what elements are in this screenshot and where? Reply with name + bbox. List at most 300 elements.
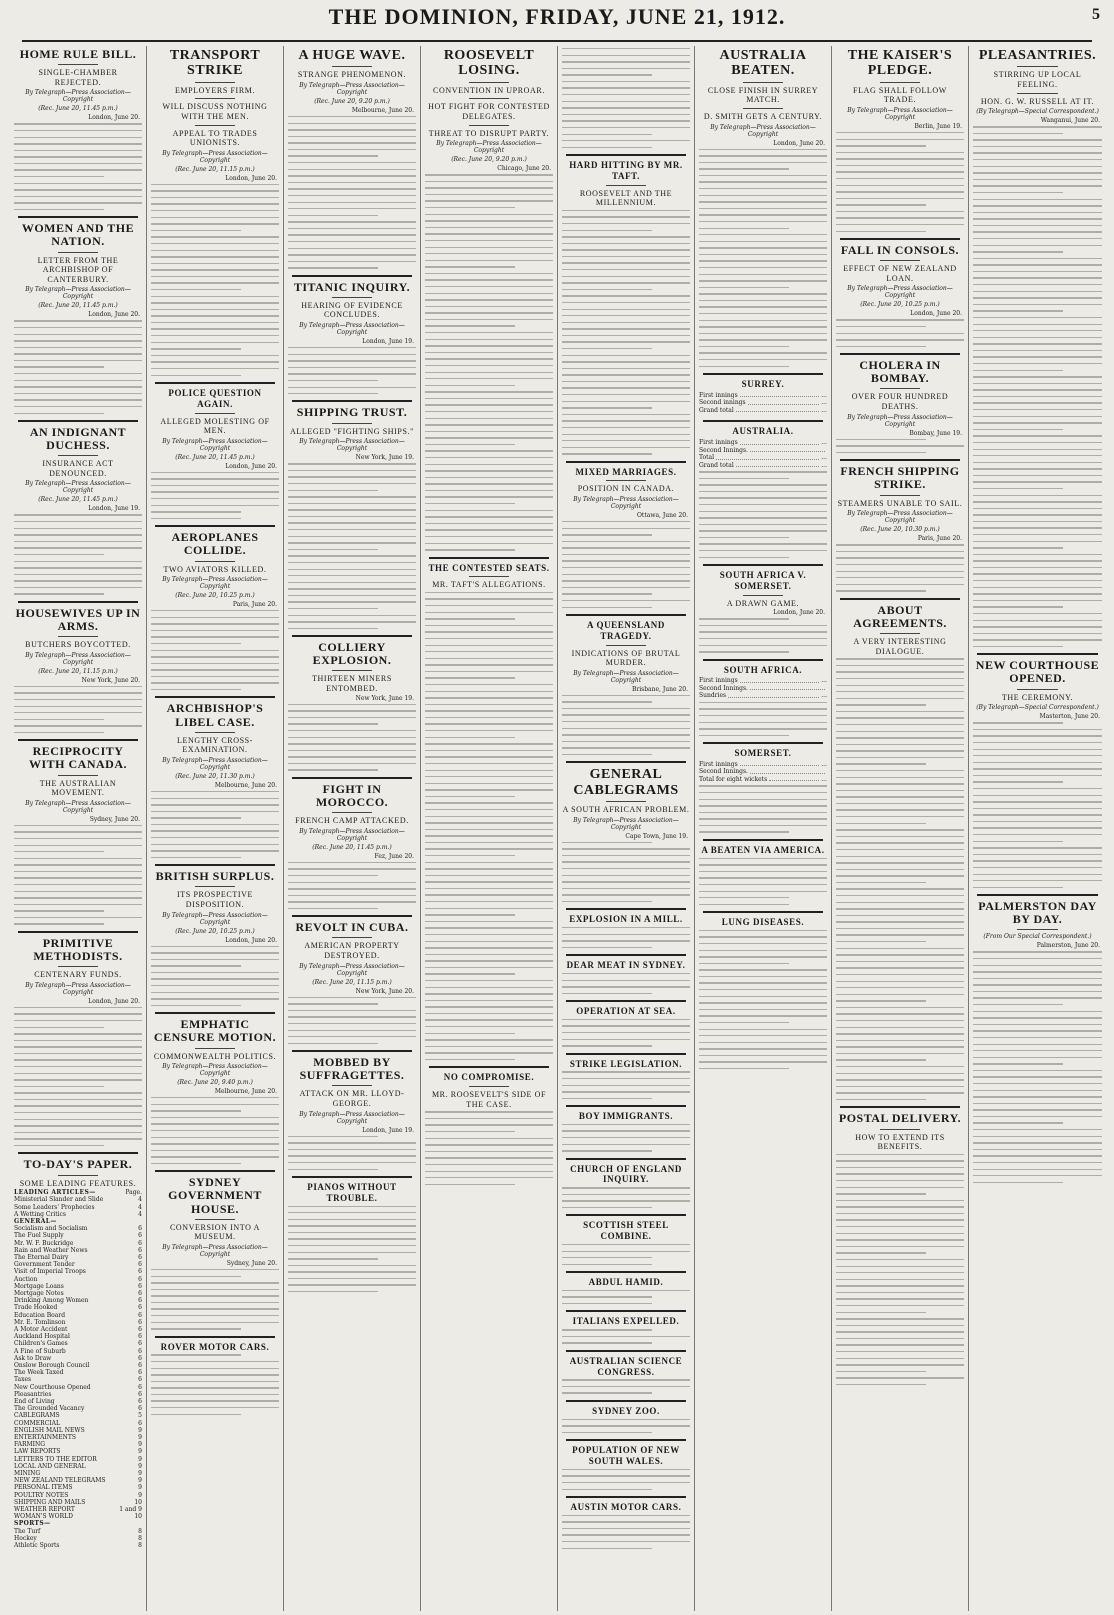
article-separator — [155, 696, 275, 698]
text-line — [562, 721, 690, 722]
article-headline: CHOLERA IN BOMBAY. — [859, 358, 941, 386]
text-line — [14, 897, 142, 898]
text-line — [288, 215, 378, 216]
article-separator — [155, 1170, 275, 1172]
text-line — [699, 497, 827, 498]
subheading-rule — [743, 108, 784, 109]
text-line — [973, 722, 1063, 723]
body-text-lines — [699, 618, 827, 652]
text-line — [562, 87, 690, 88]
text-line — [151, 992, 279, 993]
text-line — [973, 271, 1102, 272]
text-line — [425, 431, 553, 432]
text-line — [699, 936, 827, 937]
headline-rule — [332, 297, 373, 298]
text-line — [425, 345, 553, 346]
text-line — [151, 335, 279, 336]
index-entry-label: Education Board — [14, 1311, 66, 1319]
article-separator — [840, 459, 960, 461]
text-line — [288, 221, 416, 222]
text-line — [288, 756, 416, 757]
article-subheading: HARD HITTING BY MR. TAFT. — [569, 160, 683, 181]
article — [562, 1111, 690, 1152]
article — [562, 1316, 690, 1343]
article-dateline: London, June 19. — [88, 505, 140, 513]
text-line — [288, 129, 416, 130]
text-line — [836, 961, 964, 962]
article-received-time: (Rec. June 20, 11.45 p.m.) — [175, 453, 255, 461]
headline-rule — [606, 801, 647, 802]
page-number: 5 — [1092, 6, 1100, 23]
text-line — [699, 884, 827, 885]
text-line — [425, 908, 553, 909]
article-separator — [703, 839, 823, 841]
text-line — [973, 133, 1063, 134]
article-subheading: EMPLOYERS FIRM. — [174, 85, 256, 95]
text-line — [425, 691, 553, 692]
text-line — [562, 1336, 690, 1337]
index-entry-page: 8 — [138, 1542, 142, 1550]
text-line — [836, 319, 964, 320]
text-line — [699, 352, 827, 353]
text-line — [699, 234, 827, 235]
text-line — [562, 140, 690, 141]
index-entry-page: 9 — [138, 1455, 142, 1463]
index-entry-page: 6 — [138, 1289, 142, 1297]
text-line — [836, 882, 926, 883]
text-line — [14, 534, 142, 535]
score-label: Second innings — [699, 399, 746, 407]
body-text-lines — [562, 1071, 690, 1099]
text-line — [973, 887, 1063, 888]
text-line — [14, 699, 142, 700]
index-entry — [14, 1304, 142, 1311]
subheading-rule — [469, 125, 510, 126]
text-line — [973, 1182, 1063, 1183]
index-entry — [14, 1333, 142, 1340]
text-line — [836, 685, 964, 686]
article-headline: FALL IN CONSOLS. — [840, 243, 960, 258]
text-line — [836, 829, 964, 830]
text-line — [562, 934, 690, 935]
text-line — [425, 470, 553, 471]
text-line — [425, 651, 553, 652]
text-line — [151, 689, 241, 690]
text-line — [836, 809, 964, 810]
score-value: ... — [821, 760, 827, 768]
text-line — [288, 463, 416, 464]
body-text-lines — [836, 544, 964, 591]
body-text-lines — [151, 472, 279, 519]
text-line — [562, 440, 690, 441]
text-line — [562, 734, 690, 735]
article-credit: (By Telegraph—Special Correspondent.) — [976, 108, 1099, 116]
text-line — [973, 827, 1102, 828]
text-line — [836, 783, 964, 784]
index-entry-label: GENERAL— — [14, 1217, 57, 1225]
text-line — [562, 394, 690, 395]
text-line — [562, 1045, 652, 1046]
text-line — [562, 1296, 652, 1297]
text-line — [699, 799, 827, 800]
index-entry-page: 9 — [138, 1462, 142, 1470]
text-line — [562, 980, 690, 981]
text-line — [562, 1425, 690, 1426]
text-line — [151, 518, 241, 519]
subheading-rule — [743, 595, 784, 596]
index-entry-label: Ask to Draw — [14, 1354, 52, 1362]
index-entry — [14, 1470, 142, 1477]
text-line — [973, 199, 1102, 200]
text-line — [836, 671, 964, 672]
index-entry — [14, 1391, 142, 1398]
text-line — [699, 247, 827, 248]
text-line — [973, 1169, 1102, 1170]
text-line — [425, 704, 553, 705]
text-line — [14, 831, 142, 832]
score-label: First innings — [699, 439, 738, 447]
text-line — [836, 1007, 964, 1008]
text-line — [425, 319, 553, 320]
text-line — [151, 1381, 279, 1382]
score-label: Grand total — [699, 461, 734, 469]
text-line — [425, 187, 553, 188]
score-leader — [740, 439, 820, 445]
text-line — [288, 575, 416, 576]
body-text-lines — [973, 722, 1102, 888]
text-line — [425, 1138, 553, 1139]
text-line — [425, 233, 553, 234]
body-text-lines — [288, 116, 416, 269]
headline-rule — [195, 561, 236, 562]
text-line — [151, 837, 279, 838]
headline-rule — [58, 64, 99, 65]
text-line — [973, 633, 1102, 634]
article — [562, 914, 690, 948]
text-line — [288, 208, 416, 209]
text-line — [562, 114, 690, 115]
text-line — [973, 402, 1102, 403]
text-line — [425, 1033, 515, 1034]
text-line — [288, 562, 416, 563]
text-line — [562, 1207, 652, 1208]
index-entry-label: Children's Games — [14, 1340, 68, 1348]
text-line — [425, 723, 553, 724]
text-line — [836, 132, 964, 133]
text-line — [699, 293, 827, 294]
index-entry-page: 6 — [138, 1340, 142, 1348]
text-line — [288, 136, 416, 137]
index-entry — [14, 1456, 142, 1463]
text-line — [562, 302, 690, 303]
text-line — [973, 225, 1102, 226]
text-line — [288, 1016, 416, 1017]
text-line — [14, 137, 142, 138]
text-line — [562, 243, 690, 244]
text-line — [836, 842, 964, 843]
article-separator — [703, 564, 823, 566]
article-credit: By Telegraph—Press Association—Copyright — [299, 1110, 405, 1125]
text-line — [973, 626, 1102, 627]
index-entry — [14, 1420, 142, 1427]
index-entry-page: 6 — [138, 1369, 142, 1377]
article-dateline: New York, June 19. — [355, 454, 414, 462]
text-line — [14, 692, 142, 693]
text-line — [836, 1371, 926, 1372]
text-line — [151, 485, 279, 486]
text-line — [836, 211, 964, 212]
score-leader — [716, 454, 819, 460]
text-line — [425, 802, 553, 803]
article-subheading: STRANGE PHENOMENON. — [297, 70, 407, 80]
article-subheading: THE AUSTRALIAN MOVEMENT. — [39, 778, 117, 798]
text-line — [973, 324, 1102, 325]
text-line — [425, 490, 553, 491]
text-line — [425, 941, 553, 942]
body-text-lines — [836, 132, 964, 232]
body-text-lines — [288, 1136, 416, 1170]
index-entry — [14, 1369, 142, 1376]
article — [562, 1164, 690, 1209]
article — [288, 783, 416, 909]
text-line — [973, 534, 1102, 535]
article — [425, 563, 553, 1061]
text-line — [151, 857, 241, 858]
text-line — [151, 1387, 279, 1388]
text-line — [288, 1232, 416, 1233]
body-text-lines — [151, 791, 279, 858]
text-line — [14, 574, 142, 575]
index-entry-page: 9 — [138, 1434, 142, 1442]
article-dateline: London, June 20. — [225, 174, 277, 182]
text-line — [562, 587, 690, 588]
index-entry-page: 6 — [138, 1398, 142, 1406]
score-value: ... — [821, 677, 827, 685]
text-line — [836, 1384, 926, 1385]
text-line — [425, 529, 553, 530]
text-line — [14, 725, 142, 726]
article-separator — [18, 420, 138, 422]
article-credit: By Telegraph—Press Association—Copyright — [573, 496, 679, 511]
article-subheading: THE CONTESTED SEATS. — [428, 562, 550, 573]
article-subheading: FLAG SHALL FOLLOW TRADE. — [853, 85, 947, 105]
text-line — [836, 1154, 964, 1155]
article-credit: By Telegraph—Press Association—Copyright — [847, 413, 953, 428]
text-line — [562, 74, 652, 75]
text-line — [562, 127, 690, 128]
score-row — [699, 768, 827, 776]
news-column-5 — [558, 46, 695, 1611]
article — [14, 426, 142, 595]
text-line — [288, 1238, 416, 1239]
text-line — [151, 230, 241, 231]
text-line — [288, 542, 416, 543]
body-text-lines — [562, 695, 690, 756]
text-line — [288, 1265, 416, 1266]
text-line — [151, 844, 279, 845]
body-text-lines — [14, 686, 142, 733]
text-line — [425, 411, 553, 412]
text-line — [425, 960, 553, 961]
text-line — [699, 864, 827, 865]
article-dateline: New York, June 20. — [81, 676, 140, 684]
index-entry-page: 6 — [138, 1239, 142, 1247]
index-entry-label: WEATHER REPORT — [14, 1506, 75, 1514]
text-line — [973, 317, 1102, 318]
text-line — [562, 1257, 652, 1258]
text-line — [562, 567, 690, 568]
article — [699, 426, 827, 558]
text-line — [288, 503, 416, 504]
article-dateline: Masterton, June 20. — [1039, 713, 1100, 721]
text-line — [699, 1022, 789, 1023]
text-line — [973, 297, 1102, 298]
article-subheading: ROOSEVELT AND THE MILLENNIUM. — [579, 188, 673, 208]
article-separator — [429, 557, 549, 559]
text-line — [973, 205, 1102, 206]
text-line — [288, 354, 416, 355]
text-line — [151, 263, 279, 264]
text-line — [699, 618, 789, 619]
text-line — [14, 1073, 142, 1074]
text-line — [288, 367, 416, 368]
score-table — [699, 761, 827, 784]
text-line — [14, 169, 142, 170]
text-line — [562, 855, 690, 856]
text-line — [14, 386, 142, 387]
text-line — [562, 754, 652, 755]
text-line — [699, 1015, 827, 1016]
text-line — [562, 528, 690, 529]
text-line — [425, 181, 553, 182]
text-line — [836, 757, 964, 758]
article-headline: PLEASANTRIES. — [978, 48, 1097, 63]
text-line — [288, 615, 416, 616]
index-entry — [14, 1312, 142, 1319]
index-entry-page: 9 — [138, 1448, 142, 1456]
text-line — [836, 1167, 964, 1168]
text-line — [973, 1004, 1063, 1005]
article-subheading: THE CEREMONY. — [1001, 692, 1074, 702]
index-entry-label: MINING — [14, 1470, 41, 1478]
article-subheading: ALLEGED "FIGHTING SHIPS." — [290, 426, 414, 436]
article-received-time: (Rec. June 20, 11.15 p.m.) — [312, 978, 392, 986]
text-line — [562, 560, 690, 561]
article — [562, 1059, 690, 1100]
text-line — [562, 61, 690, 62]
text-line — [699, 504, 827, 505]
text-line — [151, 282, 279, 283]
score-value: ... — [821, 399, 827, 407]
text-line — [836, 1092, 964, 1093]
text-line — [151, 1282, 279, 1283]
article-subheading: LUNG DISEASES. — [721, 917, 805, 928]
text-line — [425, 1157, 553, 1158]
article-dateline: Brisbane, June 20. — [631, 685, 688, 693]
article — [562, 1277, 690, 1304]
index-entry-label: The Grounded Vacancy — [14, 1405, 85, 1413]
text-line — [288, 1284, 416, 1285]
text-line — [699, 1055, 827, 1056]
article-headline: AN INDIGNANT DUCHESS. — [29, 424, 127, 453]
text-line — [14, 719, 104, 720]
article-credit: By Telegraph—Press Association—Copyright — [847, 285, 953, 300]
headline-rule — [58, 636, 99, 637]
score-row — [699, 462, 827, 470]
text-line — [425, 266, 515, 267]
article-subheading: SOUTH AFRICA. — [723, 664, 803, 675]
text-line — [562, 1521, 690, 1522]
text-line — [288, 743, 416, 744]
text-line — [288, 248, 416, 249]
index-entry-label: Government Tender — [14, 1261, 75, 1269]
article-separator — [840, 1106, 960, 1108]
text-line — [14, 904, 142, 905]
text-line — [425, 875, 553, 876]
subheading-rule — [1017, 93, 1058, 94]
text-line — [699, 825, 827, 826]
article-separator — [292, 275, 412, 277]
text-line — [425, 1131, 515, 1132]
article-separator — [840, 238, 960, 240]
article — [562, 48, 690, 148]
text-line — [699, 181, 827, 182]
text-line — [973, 330, 1102, 331]
text-line — [836, 724, 964, 725]
text-line — [14, 706, 142, 707]
index-entry — [14, 1412, 142, 1419]
text-line — [562, 714, 690, 715]
text-line — [425, 664, 553, 665]
index-entry-page: 5 — [138, 1412, 142, 1420]
text-line — [699, 982, 827, 983]
text-line — [425, 901, 553, 902]
text-line — [836, 544, 964, 545]
text-line — [699, 359, 827, 360]
text-line — [973, 126, 1102, 127]
article-separator — [292, 1176, 412, 1178]
text-line — [973, 429, 1063, 430]
article-separator — [703, 911, 823, 913]
text-line — [836, 954, 964, 955]
index-entry — [14, 1290, 142, 1297]
article-separator — [566, 1158, 686, 1160]
text-line — [288, 188, 416, 189]
score-label: Second Innings. — [699, 684, 748, 692]
text-line — [151, 811, 279, 812]
article-subheading: NO COMPROMISE. — [443, 1072, 535, 1083]
index-entry — [14, 1254, 142, 1261]
article-subheading: INDICATIONS OF BRUTAL MURDER. — [571, 648, 681, 668]
text-line — [425, 750, 553, 751]
text-line — [288, 373, 416, 374]
text-line — [425, 954, 553, 955]
text-line — [14, 1046, 142, 1047]
score-label: Second Innings. — [699, 768, 748, 776]
text-line — [562, 842, 652, 843]
text-line — [836, 770, 964, 771]
text-line — [699, 162, 827, 163]
text-line — [14, 393, 142, 394]
article — [973, 659, 1102, 888]
article-subheading: SURREY. — [741, 379, 785, 390]
article — [562, 1220, 690, 1265]
article-dateline: London, June 20. — [225, 936, 277, 944]
article-subheading: AMERICAN PROPERTY DESTROYED. — [304, 941, 400, 961]
index-entry-page: 8 — [138, 1534, 142, 1542]
text-line — [973, 481, 1102, 482]
text-line — [14, 561, 142, 562]
